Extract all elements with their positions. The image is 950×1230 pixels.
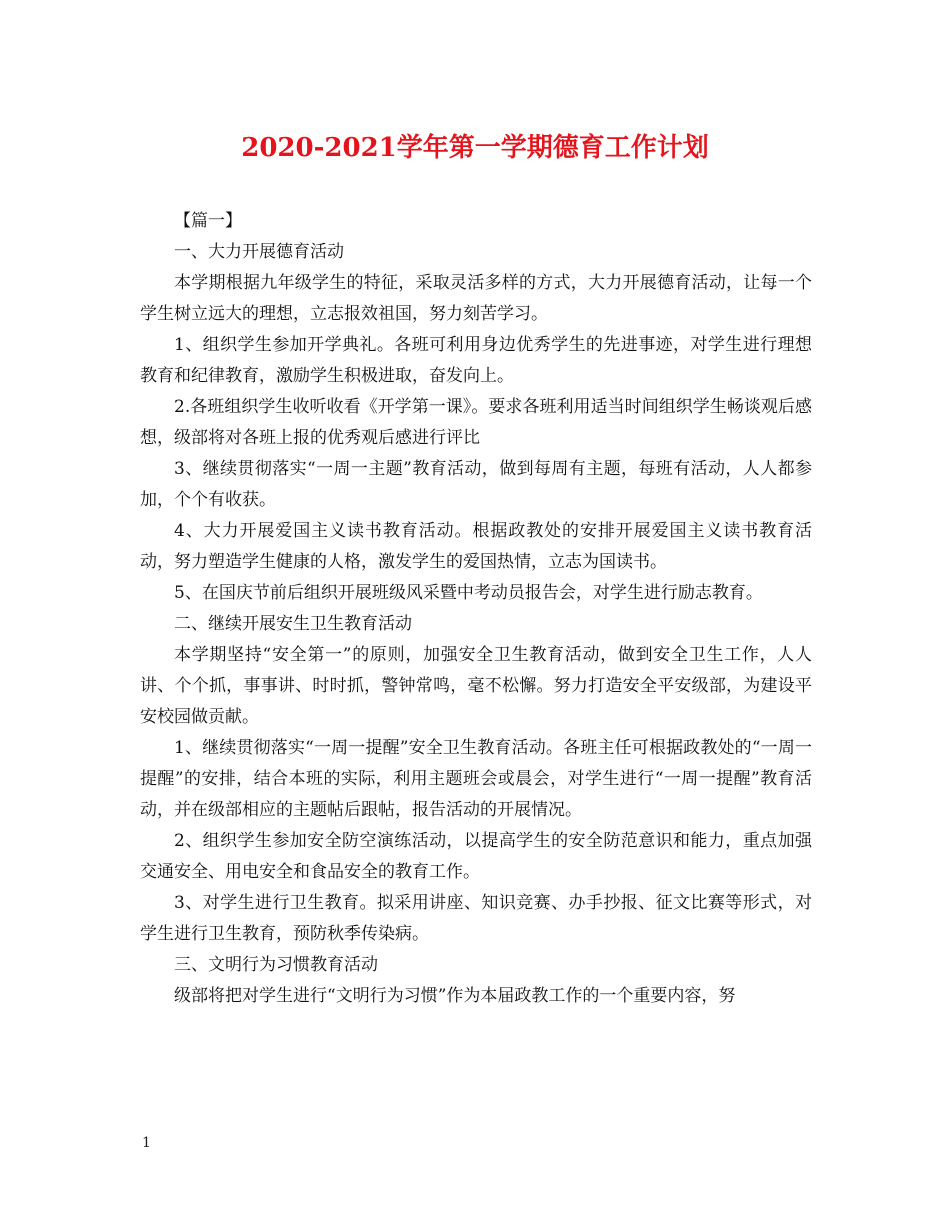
paragraph: 本学期坚持“安全第一”的原则，加强安全卫生教育活动，做到安全卫生工作，人人讲、个个抓，事事讲、时时抓，警钟常鸣，毫不松懈。努力打造安全平安级部，为建设平安校园做贡献。	[140, 645, 812, 727]
paragraph: 本学期根据九年级学生的特征，采取灵活多样的方式，大力开展德育活动，让每一个学生树立远大的理想，立志报效祖国，努力刻苦学习。	[140, 273, 812, 324]
document-title: 2020-2021学年第一学期德育工作计划	[241, 133, 709, 163]
paragraph-heading-2: 二、继续开展安生卫生教育活动	[174, 614, 412, 634]
paragraph: 2.各班组织学生收听收看《开学第一课》。要求各班利用适当时间组织学生畅谈观后感想，级部将对各班上报的优秀观后感进行评比	[140, 397, 812, 448]
paragraph-heading-3: 三、文明行为习惯教育活动	[174, 955, 378, 975]
paragraph: 级部将把对学生进行“文明行为习惯”作为本届政教工作的一个重要内容，努	[174, 986, 736, 1006]
paragraph: 1、继续贯彻落实“一周一提醒”安全卫生教育活动。各班主任可根据政教处的“一周一提醒”的安排，结合本班的实际，利用主题班会或晨会，对学生进行“一周一提醒”教育活动，并在级部相应的主题帖后跟帖，报告活动的开展情况。	[140, 738, 812, 820]
paragraph: 3、继续贯彻落实“一周一主题”教育活动，做到每周有主题，每班有活动，人人都参加，个个有收获。	[140, 459, 812, 510]
paragraph: 2、组织学生参加安全防空演练活动，以提高学生的安全防范意识和能力，重点加强交通安全、用电安全和食品安全的教育工作。	[140, 831, 812, 882]
paragraph: 3、对学生进行卫生教育。拟采用讲座、知识竞赛、办手抄报、征文比赛等形式，对学生进行卫生教育，预防秋季传染病。	[140, 893, 812, 944]
paragraph-heading-1: 一、大力开展德育活动	[174, 242, 344, 262]
document-body	[140, 206, 812, 1012]
paragraph-section-label: 【篇一】	[174, 211, 242, 231]
paragraph: 5、在国庆节前后组织开展班级风采暨中考动员报告会，对学生进行励志教育。	[174, 583, 763, 603]
paragraph: 4、大力开展爱国主义读书教育活动。根据政教处的安排开展爱国主义读书教育活动，努力塑造学生健康的人格，激发学生的爱国热情，立志为国读书。	[140, 521, 812, 572]
paragraph: 1、组织学生参加开学典礼。各班可利用身边优秀学生的先进事迹，对学生进行理想教育和纪律教育，激励学生积极进取，奋发向上。	[140, 335, 812, 386]
page-number: 1	[142, 1135, 151, 1151]
